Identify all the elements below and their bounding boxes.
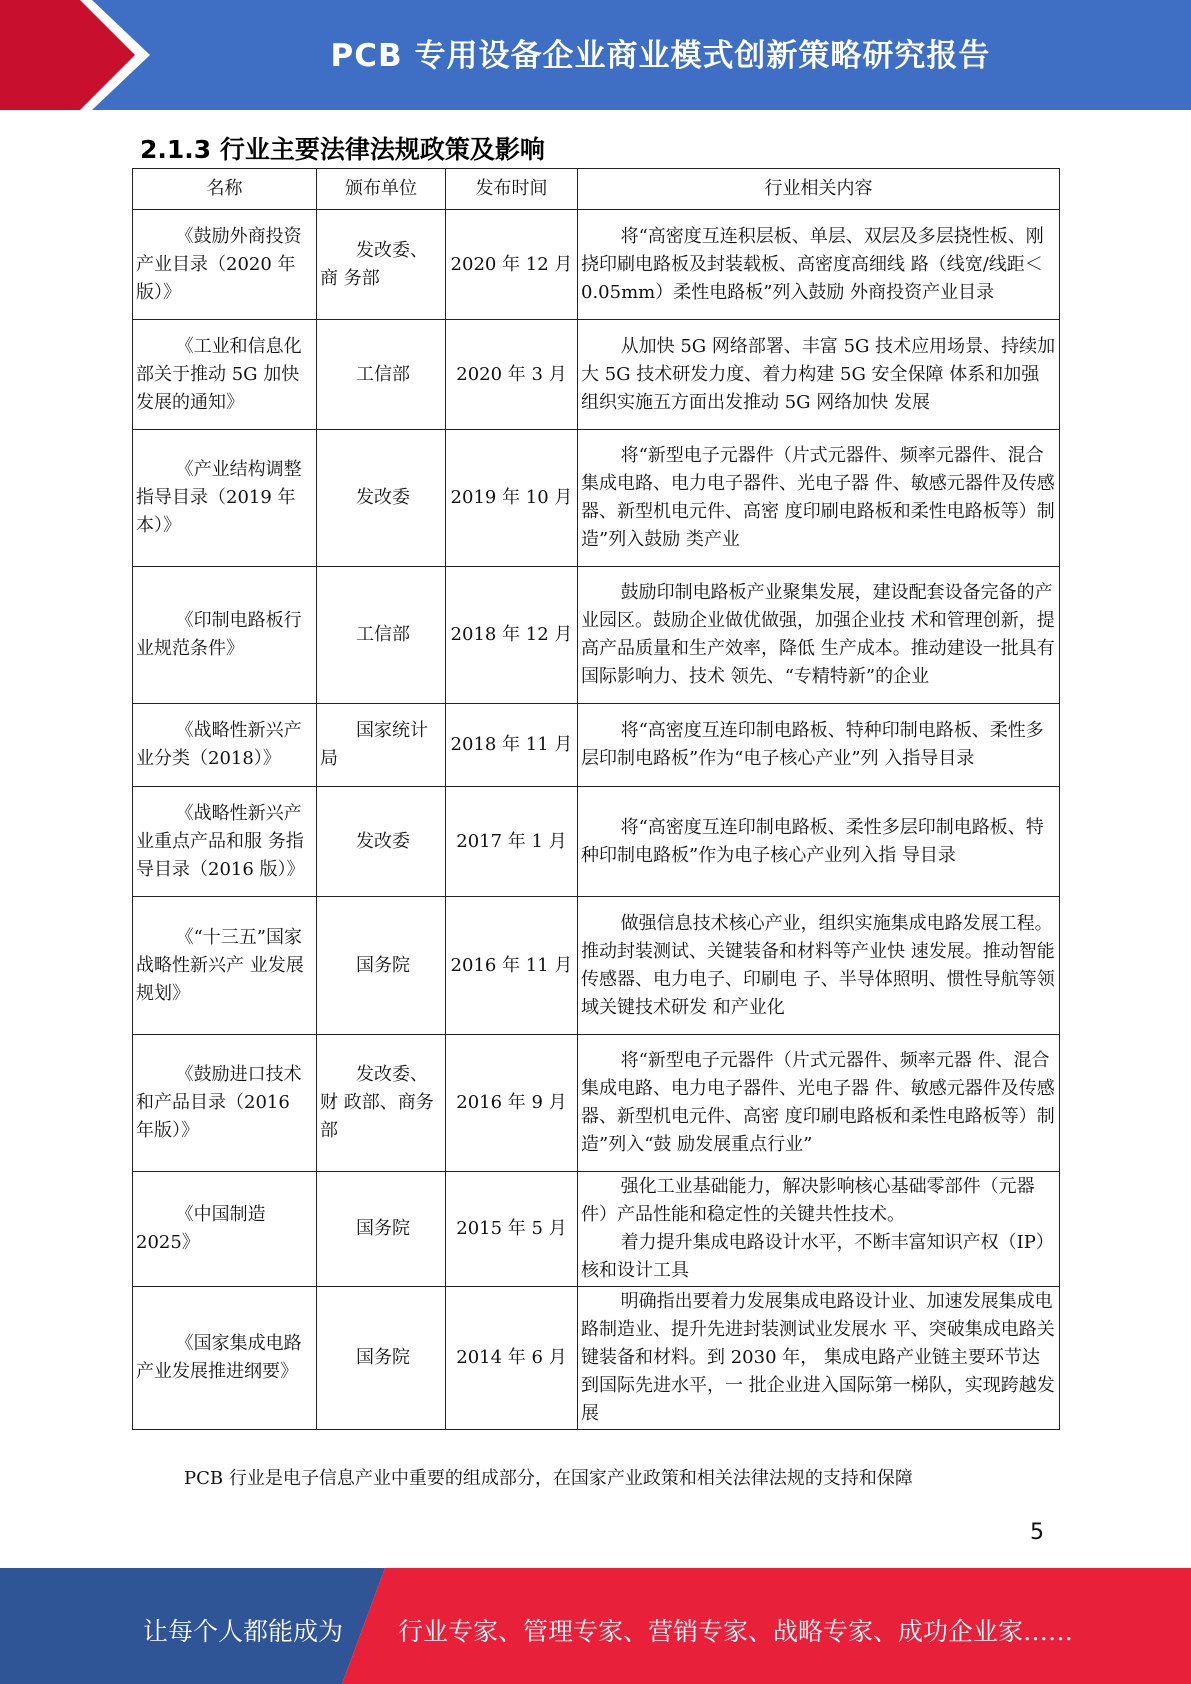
policy-name: 《战略性新兴产业重点产品和服 务指导目录（2016 版）》 <box>133 787 317 897</box>
issue-date: 2019 年 10 月 <box>446 430 578 567</box>
table-row <box>133 320 1060 430</box>
issue-date: 2015 年 5 月 <box>446 1172 578 1287</box>
issue-date: 2017 年 1 月 <box>446 787 578 897</box>
issuing-unit: 国务院 <box>317 1172 446 1287</box>
issue-date: 2018 年 12 月 <box>446 567 578 704</box>
issuing-unit: 发改委、财 政部、商务 部 <box>317 1035 446 1172</box>
issue-date: 2016 年 11 月 <box>446 897 578 1035</box>
page-number: 5 <box>1030 1520 1044 1545</box>
table-row <box>133 1172 1060 1287</box>
issuing-unit: 工信部 <box>317 567 446 704</box>
policy-name: 《印制电路板行业规范条件》 <box>133 567 317 704</box>
policy-content: 将“新型电子元器件（片式元器件、频率元器 件、混合集成电路、电力电子器件、光电子器 件、敏感元器件及传感器、新型机电元件、高密 度印刷电路板和柔性电路板等）制造”列入“鼓 励发展重点行业” <box>578 1035 1060 1172</box>
policy-content-cell <box>578 1172 1060 1287</box>
policy-content: 强化工业基础能力，解决影响核心基础零部件（元器件）产品性能和稳定性的关键共性技术。 <box>581 1176 1035 1225</box>
column-header-date: 发布时间 <box>446 169 578 210</box>
policy-content: 将“高密度互连印制电路板、特种印制电路板、柔性多层印制电路板”作为“电子核心产业”列 入指导目录 <box>578 704 1060 787</box>
table-header-row <box>133 169 1060 210</box>
column-header-name: 名称 <box>133 169 317 210</box>
column-header-unit: 颁布单位 <box>317 169 446 210</box>
policy-name: 《产业结构调整指导目录（2019 年本）》 <box>133 430 317 567</box>
section-title: 2.1.3 行业主要法律法规政策及影响 <box>140 135 545 164</box>
issuing-unit: 发改委 <box>317 787 446 897</box>
issue-date: 2016 年 9 月 <box>446 1035 578 1172</box>
policy-content: 从加快 5G 网络部署、丰富 5G 技术应用场景、持续加大 5G 技术研发力度、着力构建 5G 安全保障 体系和加强组织实施五方面出发推动 5G 网络加快 发展 <box>578 320 1060 430</box>
policy-table <box>132 168 1060 1430</box>
issuing-unit: 工信部 <box>317 320 446 430</box>
table-row <box>133 567 1060 704</box>
issue-date: 2020 年 3 月 <box>446 320 578 430</box>
policy-content: 明确指出要着力发展集成电路设计业、加速发展集成电路制造业、提升先进封装测试业发展水 平、突破集成电路关键装备和材料。到 2030 年， 集成电路产业链主要环节达到国际先进水平，一 批企业进入国际第一梯队，实现跨越发展 <box>578 1287 1060 1430</box>
column-header-content: 行业相关内容 <box>578 169 1060 210</box>
issuing-unit: 国家统计局 <box>317 704 446 787</box>
policy-name: 《“十三五”国家战略性新兴产 业发展规划》 <box>133 897 317 1035</box>
issuing-unit: 国务院 <box>317 1287 446 1430</box>
policy-name: 《鼓励外商投资产业目录（2020 年版）》 <box>133 210 317 320</box>
policy-content: 将“高密度互连印制电路板、柔性多层印制电路板、特种印制电路板”作为电子核心产业列入指 导目录 <box>578 787 1060 897</box>
page-footer <box>0 1568 1191 1684</box>
body-paragraph: PCB 行业是电子信息产业中重要的组成部分，在国家产业政策和相关法律法规的支持和保障 <box>184 1468 913 1489</box>
policy-content-extra: 着力提升集成电路设计水平，不断丰富知识产权（IP）核和设计工具 <box>581 1232 1054 1281</box>
policy-name: 《鼓励进口技术和产品目录（2016 年版）》 <box>133 1035 317 1172</box>
policy-content: 鼓励印制电路板产业聚集发展，建设配套设备完备的产业园区。鼓励企业做优做强，加强企业技 术和管理创新，提高产品质量和生产效率，降低 生产成本。推动建设一批具有国际影响力、技术 领先、“专精特新”的企业 <box>578 567 1060 704</box>
table-row <box>133 210 1060 320</box>
issue-date: 2020 年 12 月 <box>446 210 578 320</box>
table-row <box>133 897 1060 1035</box>
table-row <box>133 1035 1060 1172</box>
policy-name: 《工业和信息化部关于推动 5G 加快发展的通知》 <box>133 320 317 430</box>
issuing-unit: 发改委、商 务部 <box>317 210 446 320</box>
issue-date: 2014 年 6 月 <box>446 1287 578 1430</box>
footer-slogan-left: 让每个人都能成为 <box>143 1617 344 1646</box>
policy-content: 将“新型电子元器件（片式元器件、频率元器件、混合集成电路、电力电子器件、光电子器 件、敏感元器件及传感器、新型机电元件、高密 度印刷电路板和柔性电路板等）制造”列入鼓励 类产业 <box>578 430 1060 567</box>
table-row <box>133 787 1060 897</box>
policy-name: 《国家集成电路产业发展推进纲要》 <box>133 1287 317 1430</box>
table-row <box>133 430 1060 567</box>
table-row <box>133 1287 1060 1430</box>
page-header <box>0 0 1191 110</box>
policy-name: 《战略性新兴产业分类（2018）》 <box>133 704 317 787</box>
issue-date: 2018 年 11 月 <box>446 704 578 787</box>
issuing-unit: 发改委 <box>317 430 446 567</box>
policy-name: 《中国制造 2025》 <box>133 1172 317 1287</box>
footer-slogan-right: 行业专家、管理专家、营销专家、战略专家、成功企业家…… <box>398 1617 1074 1646</box>
policy-content: 做强信息技术核心产业，组织实施集成电路发展工程。推动封装测试、关键装备和材料等产业快 速发展。推动智能传感器、电力电子、印刷电 子、半导体照明、惯性导航等领域关键技术研发 和产业化 <box>578 897 1060 1035</box>
report-title: PCB 专用设备企业商业模式创新策略研究报告 <box>330 38 991 74</box>
policy-content: 将“高密度互连积层板、单层、双层及多层挠性板、刚挠印刷电路板及封装载板、高密度高细线 路（线宽/线距＜0.05mm）柔性电路板”列入鼓励 外商投资产业目录 <box>578 210 1060 320</box>
issuing-unit: 国务院 <box>317 897 446 1035</box>
table-row <box>133 704 1060 787</box>
